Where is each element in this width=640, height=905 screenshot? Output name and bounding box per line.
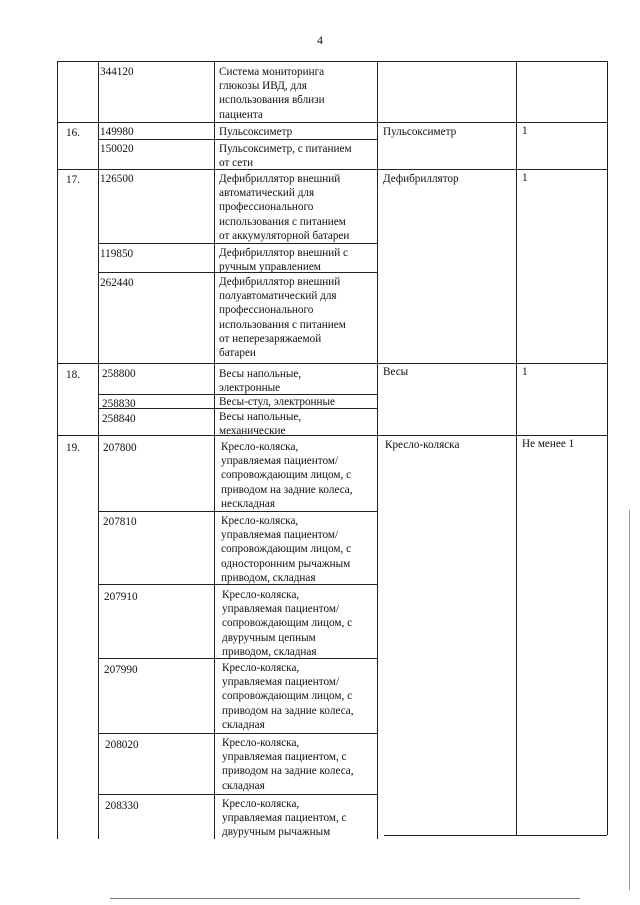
table-cell-code: 207810 bbox=[103, 516, 137, 528]
table-cell-name: Пульсоксиметр bbox=[219, 126, 293, 138]
table-cell-name: Дефибриллятор внешний полуавтоматический для профессионального использования с питанием от неперезаряжаемой батареи bbox=[219, 276, 346, 360]
row-separator bbox=[98, 733, 377, 734]
table-cell-number: 17. bbox=[66, 174, 80, 186]
row-separator bbox=[57, 122, 607, 123]
table-cell-name: Кресло-коляска, управляемая пациентом/ сопровождающим лицом, с приводом на задние колеса, нескладная bbox=[221, 441, 353, 510]
row-separator bbox=[98, 511, 377, 512]
table-cell-code: 262440 bbox=[100, 277, 134, 289]
table-cell-name: Кресло-коляска, управляемая пациентом/ сопровождающим лицом, с односторонним рычажным приводом, складная bbox=[221, 515, 352, 584]
table-cell-type: Пульсоксиметр bbox=[383, 126, 457, 138]
table-cell-type: Дефибриллятор bbox=[383, 173, 459, 185]
table-cell-code: 149980 bbox=[100, 126, 134, 138]
table-cell-code: 126500 bbox=[100, 173, 134, 185]
table-cell-quantity: 1 bbox=[522, 366, 528, 378]
table-cell-code: 258800 bbox=[102, 368, 136, 380]
table-border-right bbox=[607, 61, 608, 835]
table-cell-code: 207910 bbox=[104, 591, 138, 603]
scan-edge-bottom bbox=[110, 898, 580, 899]
table-cell-name: Кресло-коляска, управляемая пациентом/ сопровождающим лицом, с приводом на задние колеса, складная bbox=[222, 662, 354, 731]
table-border-bottom bbox=[384, 835, 607, 836]
table-cell-type: Весы bbox=[383, 366, 409, 378]
table-cell-name: Дефибриллятор внешний автоматический для профессионального использования с питанием от аккумуляторной батареи bbox=[219, 173, 350, 242]
table-border-top bbox=[57, 61, 607, 62]
table-cell-code: 208330 bbox=[105, 800, 139, 812]
scan-edge-right bbox=[629, 510, 630, 890]
table-cell-quantity: Не менее 1 bbox=[522, 438, 575, 450]
table-cell-code: 258830 bbox=[102, 398, 136, 410]
table-cell-code: 207990 bbox=[104, 664, 138, 676]
table-cell-code: 208020 bbox=[105, 739, 139, 751]
row-separator bbox=[98, 794, 377, 795]
table-cell-code: 207800 bbox=[103, 442, 137, 454]
table-cell-code: 258840 bbox=[102, 413, 136, 425]
table-cell-number: 19. bbox=[66, 442, 80, 454]
table-cell-code: 344120 bbox=[100, 66, 134, 78]
row-separator bbox=[57, 435, 607, 436]
table-cell-name: Дефибриллятор внешний с ручным управлением bbox=[219, 247, 348, 274]
table-cell-code: 150020 bbox=[100, 143, 134, 155]
column-separator bbox=[377, 61, 378, 839]
table-border-left bbox=[57, 61, 58, 839]
table-cell-name: Система мониторинга глюкозы ИВД, для использования вблизи пациента bbox=[219, 66, 325, 121]
table-cell-type: Кресло-коляска bbox=[385, 439, 460, 451]
table-cell-name: Кресло-коляска, управляемая пациентом, с двуручным рычажным bbox=[222, 798, 347, 839]
row-separator bbox=[98, 243, 377, 244]
table-cell-quantity: 1 bbox=[522, 172, 528, 184]
row-separator bbox=[57, 363, 607, 364]
table-cell-name: Весы-стул, электронные bbox=[219, 396, 336, 408]
column-separator bbox=[214, 61, 215, 839]
column-separator bbox=[516, 61, 517, 835]
page-number: 4 bbox=[317, 33, 323, 47]
table-cell-name: Кресло-коляска, управляемая пациентом, с приводом на задние колеса, складная bbox=[222, 737, 354, 792]
table-cell-number: 18. bbox=[66, 369, 80, 381]
table-cell-name: Пульсоксиметр, с питанием от сети bbox=[219, 143, 352, 170]
table-cell-code: 119850 bbox=[100, 248, 134, 260]
table-cell-name: Кресло-коляска, управляемая пациентом/ сопровождающим лицом, с двуручным цепным приводом, складная bbox=[222, 589, 353, 658]
table-cell-number: 16. bbox=[66, 127, 80, 139]
table-cell-name: Весы напольные, механические bbox=[219, 411, 302, 438]
column-separator bbox=[98, 61, 99, 839]
table-cell-quantity: 1 bbox=[522, 125, 528, 137]
table-cell-name: Весы напольные, электронные bbox=[219, 368, 302, 395]
